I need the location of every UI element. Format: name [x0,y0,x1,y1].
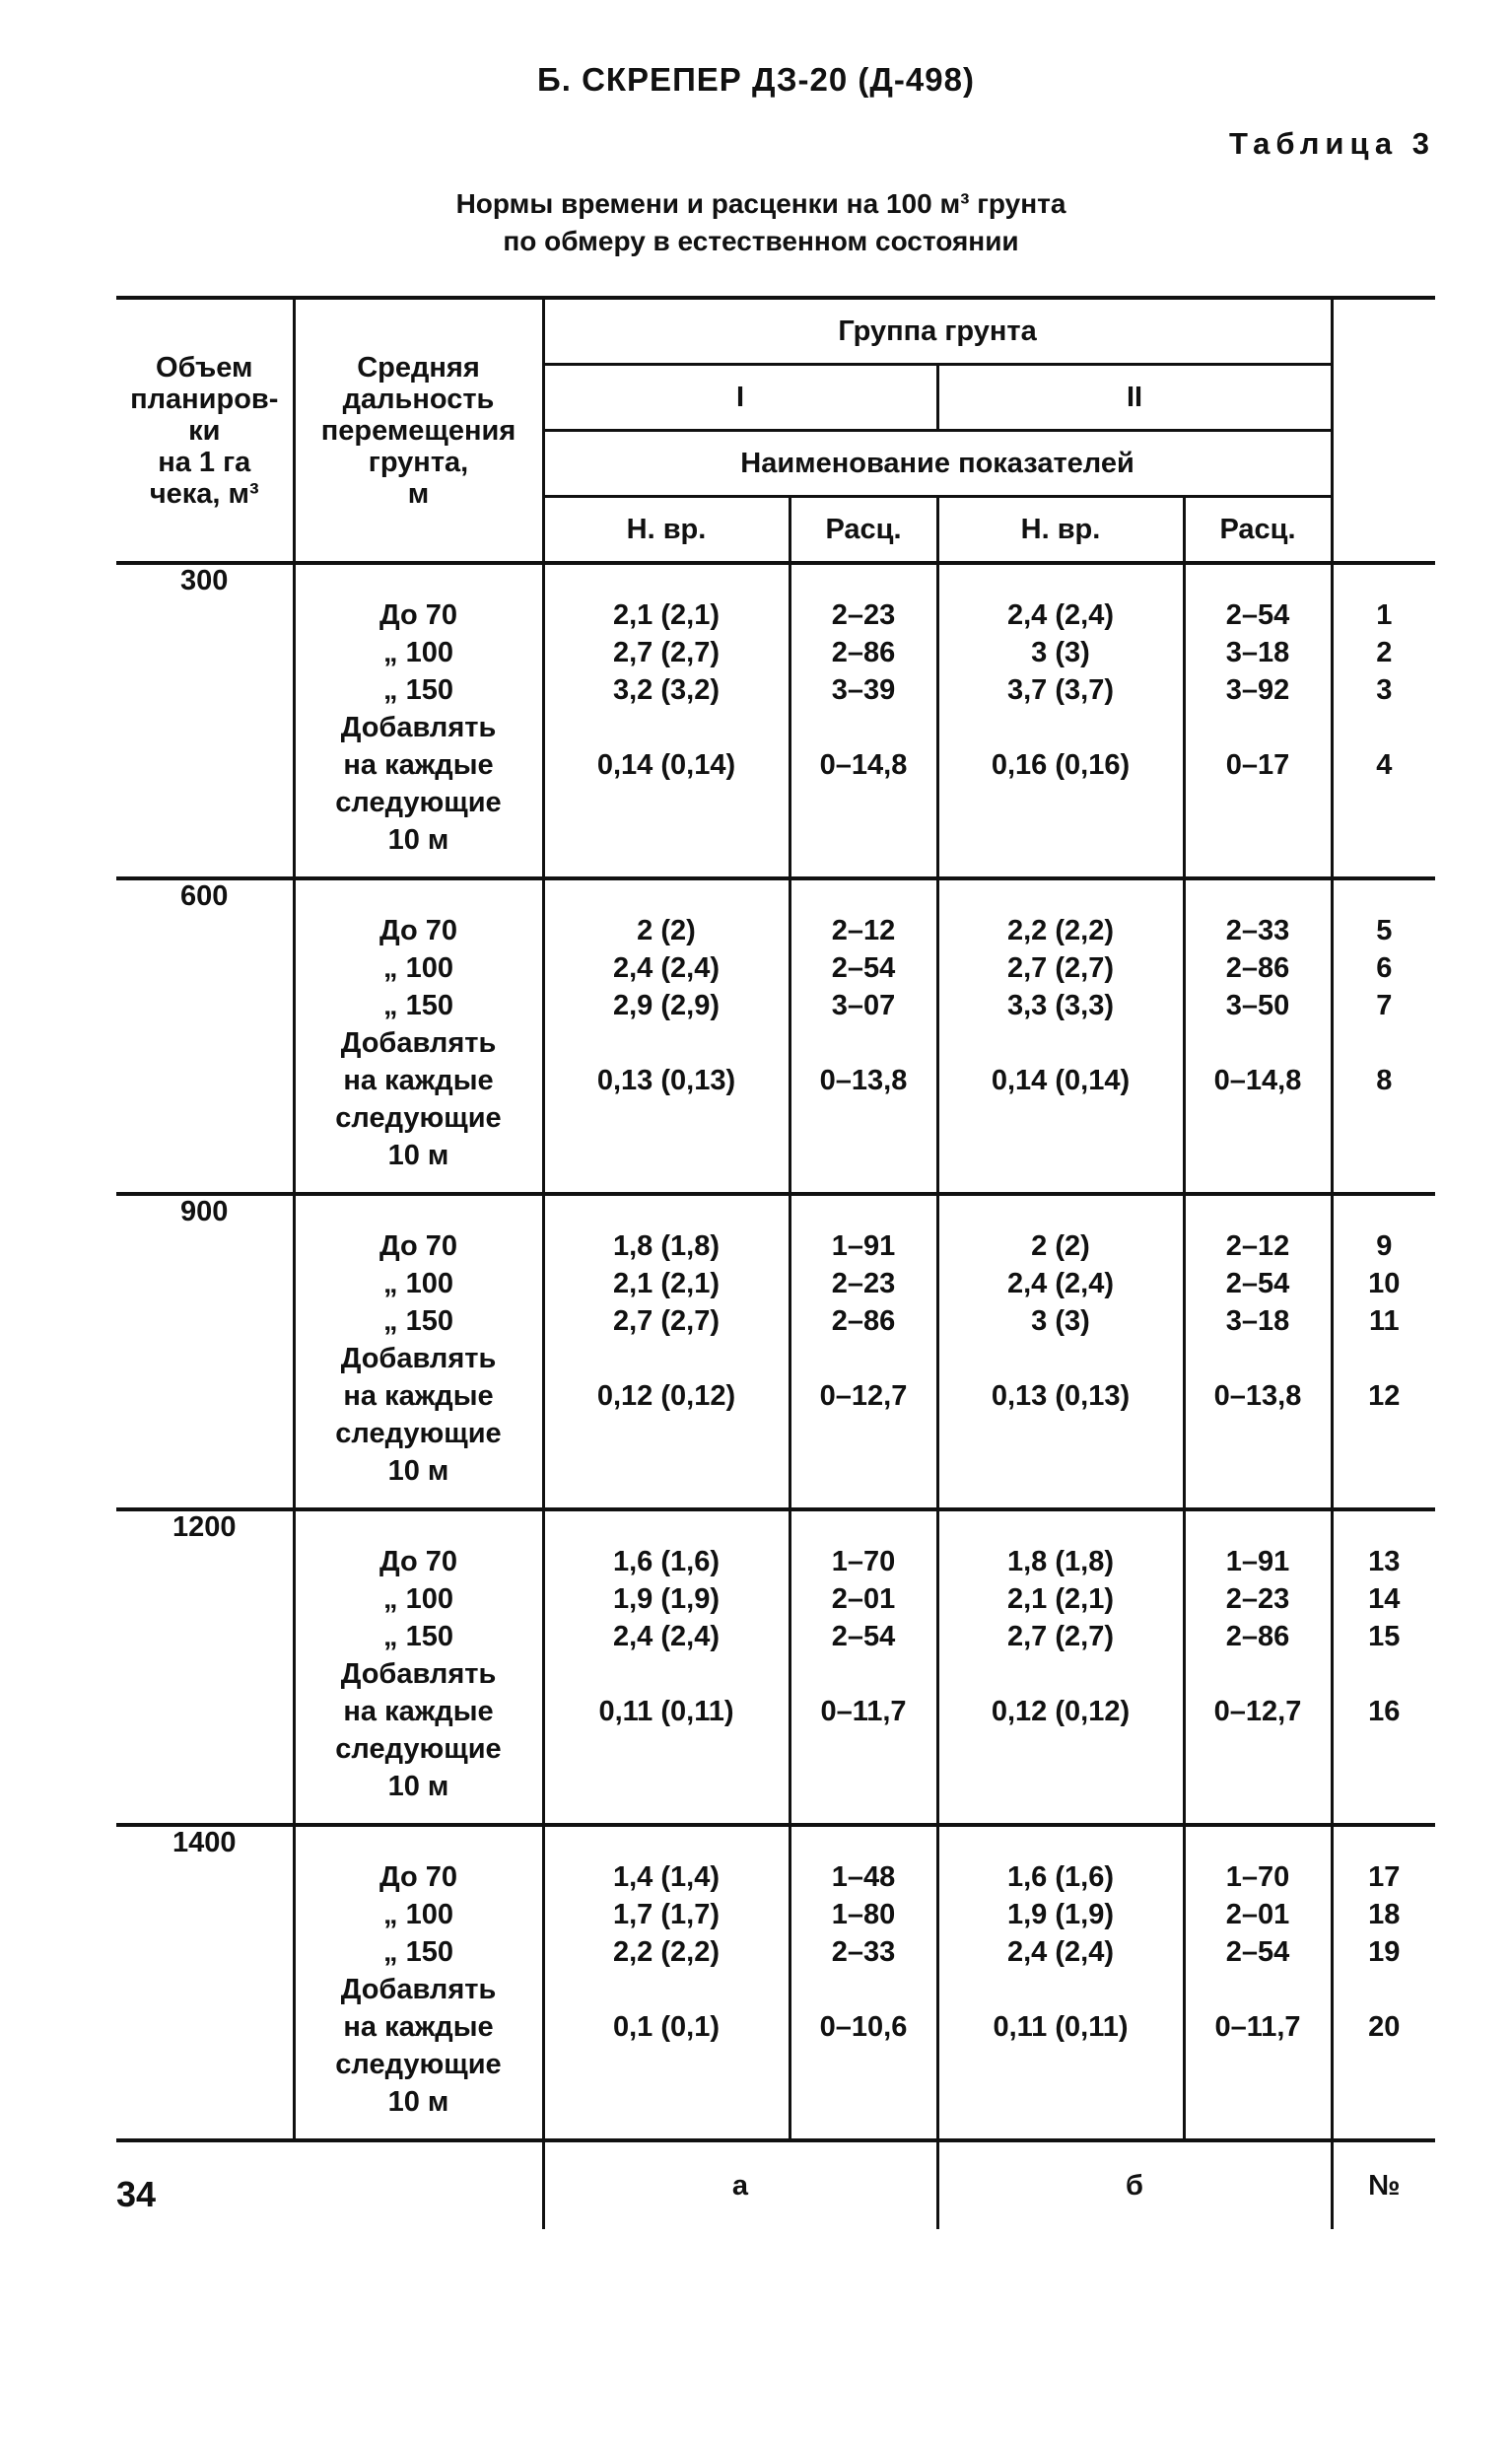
row-number-cell: 17 18 19 20 [1332,1825,1435,2140]
g1-time-cell: 2,1 (2,1) 2,7 (2,7) 3,2 (3,2) 0,14 (0,14) [543,563,790,878]
header-blank [1332,298,1435,563]
caption-line: по обмеру в естественном состоянии [503,226,1019,256]
g1-time-cell: 1,6 (1,6) 1,9 (1,9) 2,4 (2,4) 0,11 (0,11) [543,1509,790,1825]
norms-grid [116,296,1435,2229]
volume-cell: 1200 [116,1509,294,1825]
header-indicator-name: Наименование показателей [543,431,1332,497]
distance-cell: До 70 „ 100 „ 150 Добавлять на каждые следующие 10 м [294,1825,543,2140]
header-norm-time-1: Н. вр. [543,497,790,564]
g2-time-cell: 1,6 (1,6) 1,9 (1,9) 2,4 (2,4) 0,11 (0,11) [937,1825,1184,2140]
footer-row [116,2140,1435,2229]
block-900 [116,1194,1435,1509]
header-group-2: II [937,365,1332,431]
table-label: Таблица 3 [1228,126,1435,161]
header-group-1: I [543,365,937,431]
table-row [116,1194,1435,1509]
g1-rate-cell: 1–91 2–23 2–86 0–12,7 [790,1194,937,1509]
g1-rate-cell: 1–70 2–01 2–54 0–11,7 [790,1509,937,1825]
footer-empty [294,2140,543,2229]
row-number-cell: 5 6 7 8 [1332,878,1435,1194]
table-row [116,878,1435,1194]
g2-time-cell: 2,2 (2,2) 2,7 (2,7) 3,3 (3,3) 0,14 (0,14) [937,878,1184,1194]
header-norm-time-2: Н. вр. [937,497,1184,564]
footer-col-a: а [543,2140,937,2229]
g2-rate-cell: 2–12 2–54 3–18 0–13,8 [1184,1194,1332,1509]
page-number: 34 [116,2174,157,2214]
g1-rate-cell: 2–12 2–54 3–07 0–13,8 [790,878,937,1194]
distance-cell: До 70 „ 100 „ 150 Добавлять на каждые следующие 10 м [294,1509,543,1825]
g1-time-cell: 1,8 (1,8) 2,1 (2,1) 2,7 (2,7) 0,12 (0,12) [543,1194,790,1509]
volume-cell: 300 [116,563,294,878]
footer-col-b: б [937,2140,1332,2229]
volume-cell: 600 [116,878,294,1194]
g1-time-cell: 2 (2) 2,4 (2,4) 2,9 (2,9) 0,13 (0,13) [543,878,790,1194]
block-600 [116,878,1435,1194]
header-rate-1: Расц. [790,497,937,564]
g2-rate-cell: 2–54 3–18 3–92 0–17 [1184,563,1332,878]
page-header: Б. СКРЕПЕР ДЗ-20 (Д-498) [537,61,975,98]
table-row [116,1825,1435,2140]
g2-time-cell: 2,4 (2,4) 3 (3) 3,7 (3,7) 0,16 (0,16) [937,563,1184,878]
block-1200 [116,1509,1435,1825]
norms-table [116,296,1435,2229]
header-volume: Объем планиров- ки на 1 га чека, м³ [116,298,294,563]
row-number-cell: 1 2 3 4 [1332,563,1435,878]
distance-cell: До 70 „ 100 „ 150 Добавлять на каждые следующие 10 м [294,563,543,878]
footer-col-num: № [1332,2140,1435,2229]
g1-rate-cell: 2–23 2–86 3–39 0–14,8 [790,563,937,878]
row-number-cell: 9 10 11 12 [1332,1194,1435,1509]
g1-time-cell: 1,4 (1,4) 1,7 (1,7) 2,2 (2,2) 0,1 (0,1) [543,1825,790,2140]
g2-time-cell: 2 (2) 2,4 (2,4) 3 (3) 0,13 (0,13) [937,1194,1184,1509]
caption-line: Нормы времени и расценки на 100 м³ грунта [455,188,1066,219]
header-soil-group: Группа грунта [543,298,1332,365]
g2-time-cell: 1,8 (1,8) 2,1 (2,1) 2,7 (2,7) 0,12 (0,12) [937,1509,1184,1825]
block-300 [116,563,1435,878]
table-row [116,563,1435,878]
g2-rate-cell: 1–70 2–01 2–54 0–11,7 [1184,1825,1332,2140]
header-distance: Средняя дальность перемещения грунта, м [294,298,543,563]
volume-cell: 900 [116,1194,294,1509]
table-caption [0,185,1512,260]
footer [116,2140,1435,2229]
g2-rate-cell: 2–33 2–86 3–50 0–14,8 [1184,878,1332,1194]
table-row [116,1509,1435,1825]
distance-cell: До 70 „ 100 „ 150 Добавлять на каждые следующие 10 м [294,878,543,1194]
row-number-cell: 13 14 15 16 [1332,1509,1435,1825]
g2-rate-cell: 1–91 2–23 2–86 0–12,7 [1184,1509,1332,1825]
g1-rate-cell: 1–48 1–80 2–33 0–10,6 [790,1825,937,2140]
header-rate-2: Расц. [1184,497,1332,564]
distance-cell: До 70 „ 100 „ 150 Добавлять на каждые следующие 10 м [294,1194,543,1509]
volume-cell: 1400 [116,1825,294,2140]
block-1400 [116,1825,1435,2140]
